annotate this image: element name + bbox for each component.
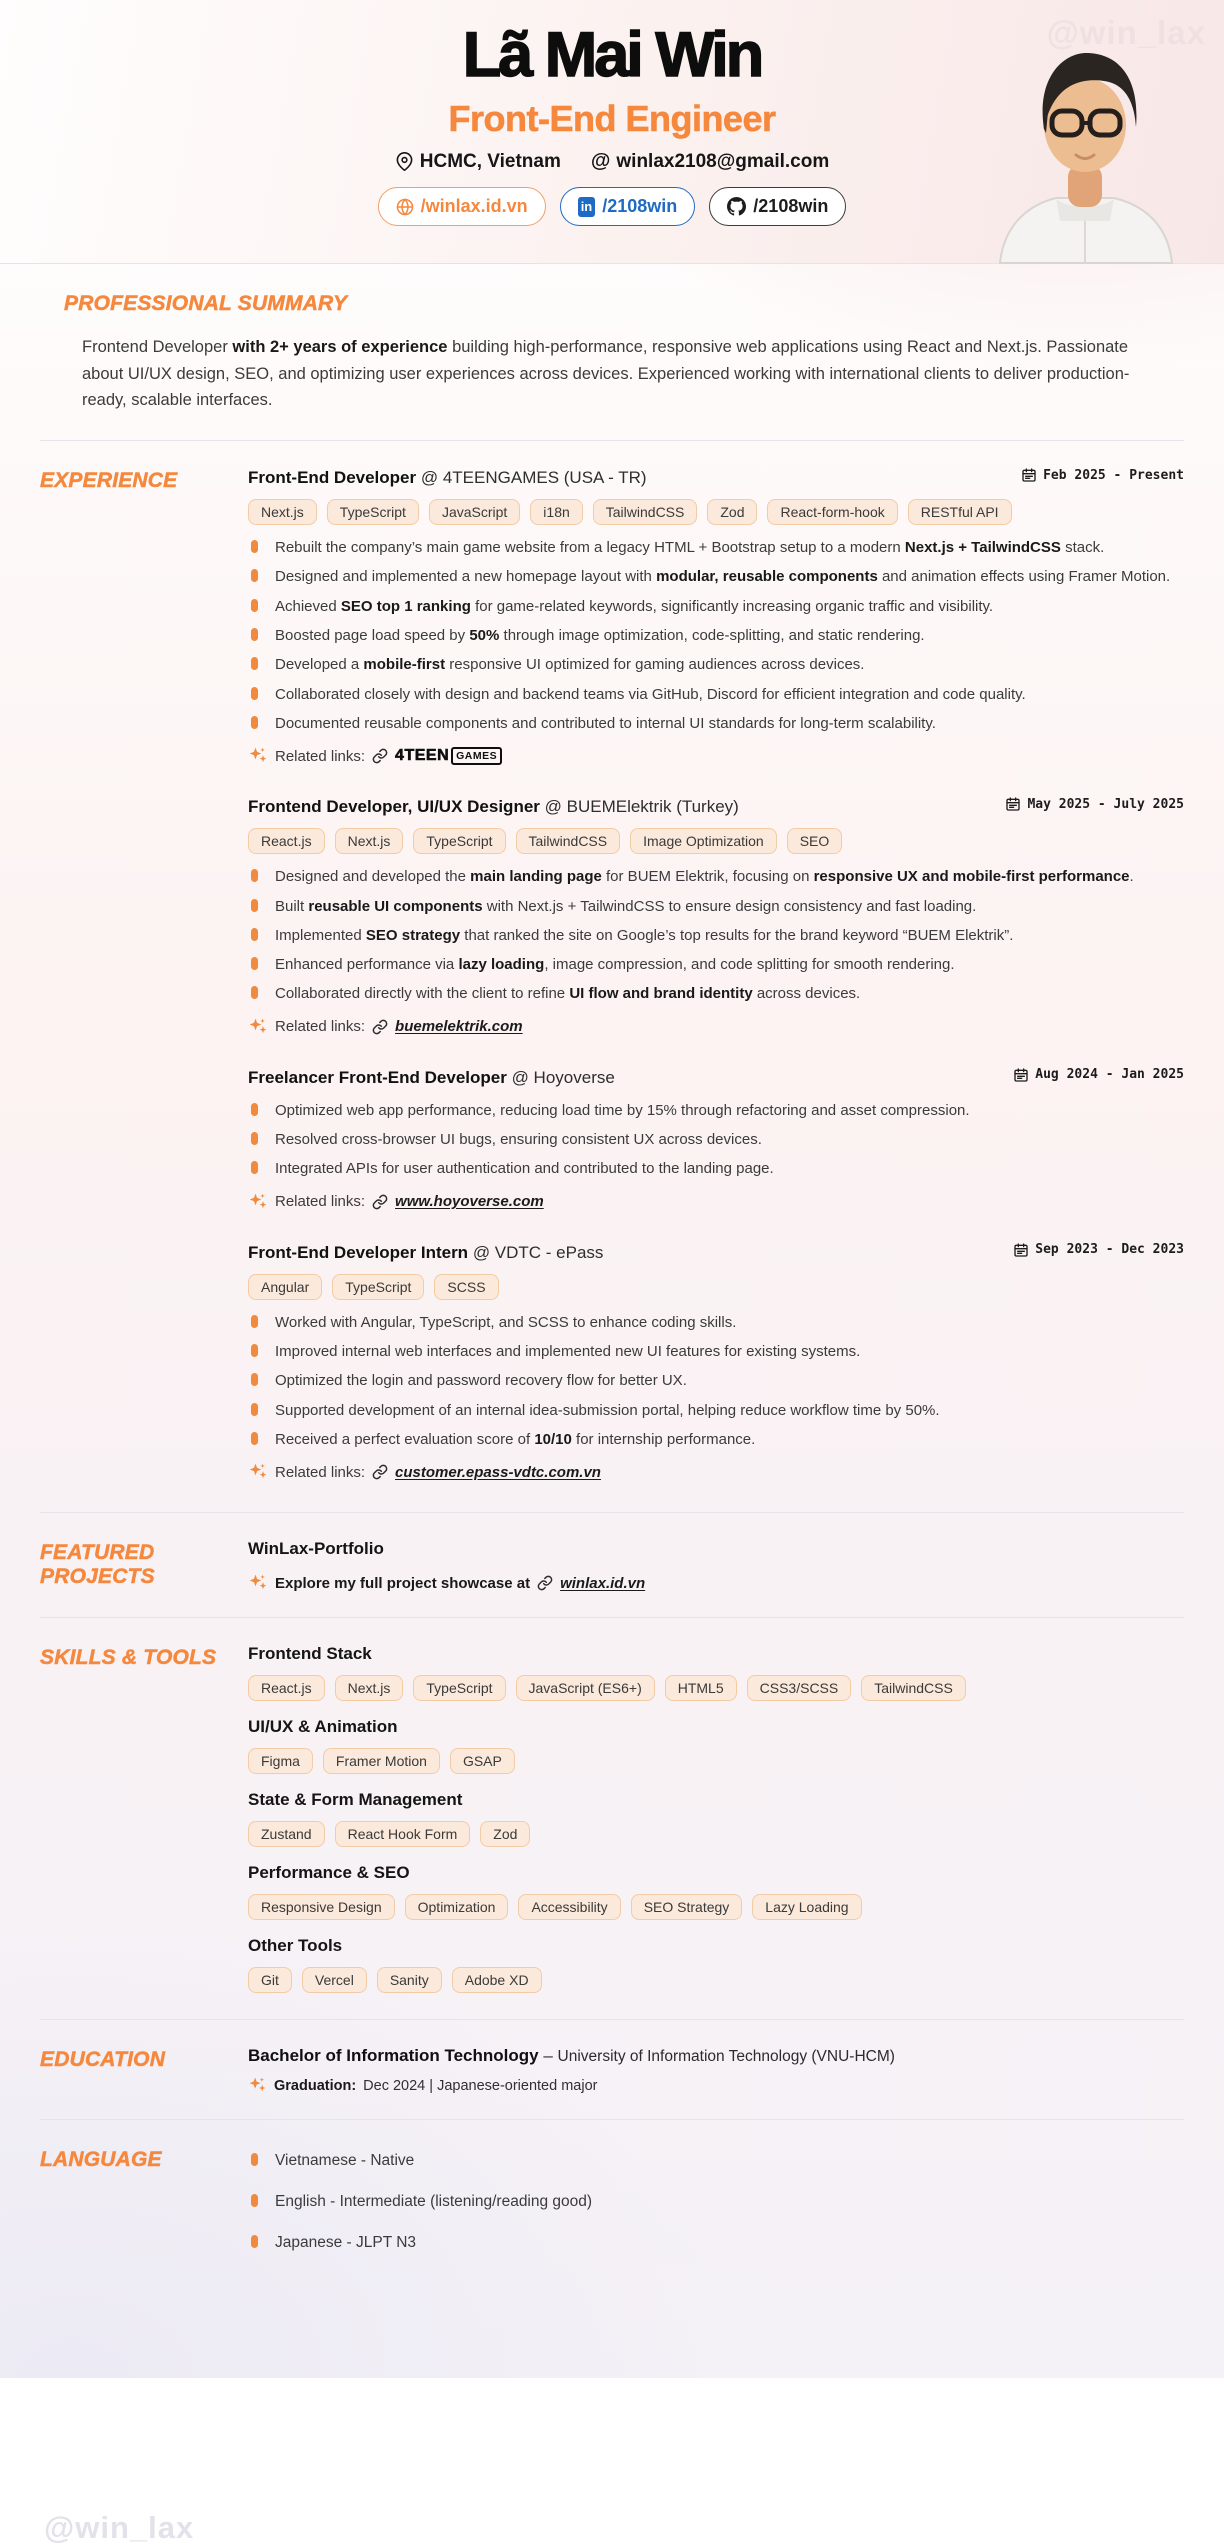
header: [0, 0, 1224, 264]
bullet-item: Integrated APIs for user authentication and contributed to the landing page.: [248, 1158, 1184, 1179]
bullet-item: Designed and developed the main landing page for BUEM Elektrik, focusing on responsive UX and mobile-first performance.: [248, 866, 1184, 887]
tag: TypeScript: [332, 1274, 424, 1300]
location-text: HCMC, Vietnam: [419, 150, 561, 172]
section-featured-projects: [40, 1513, 1184, 1617]
bullet-item: Received a perfect evaluation score of 10/10 for internship performance.: [248, 1429, 1184, 1450]
skill-tags: [248, 1821, 1184, 1847]
job-bullets: [248, 1100, 1184, 1180]
job-title-line: [248, 1068, 615, 1088]
tag: TailwindCSS: [516, 828, 621, 854]
tag: TailwindCSS: [593, 499, 698, 525]
bullet-item: Worked with Angular, TypeScript, and SCSS to enhance coding skills.: [248, 1312, 1184, 1333]
section-education: [40, 2020, 1184, 2119]
graduation-value: Dec 2024 | Japanese-oriented major: [363, 2077, 598, 2094]
related-links-label: Related links:: [275, 1193, 366, 1211]
linkedin-link-label: /2108win: [602, 196, 678, 217]
linkedin-icon: in: [578, 197, 596, 217]
language-item: English - Intermediate (listening/reading good): [248, 2191, 1184, 2213]
bullet-item: Enhanced performance via lazy loading, image compression, and code splitting for smooth rendering.: [248, 954, 1184, 975]
skill-group-title: State & Form Management: [248, 1790, 463, 1810]
project-name: WinLax-Portfolio: [248, 1539, 384, 1559]
related-links-label: Related links:: [275, 1463, 366, 1481]
calendar-icon: [1013, 1242, 1029, 1258]
bullet-item: Collaborated directly with the client to refine UI flow and brand identity across devices.: [248, 983, 1184, 1004]
watermark-bottom: @win_lax: [44, 2510, 195, 2545]
tag: Framer Motion: [323, 1748, 440, 1774]
tag: React.js: [248, 828, 325, 854]
tag: Next.js: [335, 1675, 404, 1701]
related-link[interactable]: www.hoyoverse.com: [395, 1193, 544, 1211]
skill-group-title: Other Tools: [248, 1936, 343, 1956]
job-company: @ Hoyoverse: [511, 1067, 615, 1087]
tag: JavaScript (ES6+): [516, 1675, 655, 1701]
portfolio-link[interactable]: winlax.id.vn: [560, 1574, 646, 1592]
tag: React Hook Form: [335, 1821, 471, 1847]
bullet-item: Collaborated closely with design and backend teams via GitHub, Discord for efficient integration and code quality.: [248, 684, 1184, 705]
bullet-item: Achieved SEO top 1 ranking for game-related keywords, significantly increasing organic traffic and visibility.: [248, 596, 1184, 617]
job-bullets: [248, 866, 1184, 1004]
bullet-item: Resolved cross-browser UI bugs, ensuring consistent UX across devices.: [248, 1129, 1184, 1150]
tag: i18n: [530, 499, 582, 525]
tag: Next.js: [248, 499, 317, 525]
bullet-item: Optimized web app performance, reducing load time by 15% through refactoring and asset compression.: [248, 1100, 1184, 1121]
section-skills: [40, 1618, 1184, 2019]
job-tags: [248, 1274, 1184, 1300]
job-entry: [248, 1067, 1184, 1212]
related-link[interactable]: buemelektrik.com: [395, 1018, 523, 1036]
job-title: Front-End Developer Intern: [248, 1242, 469, 1262]
related-links-row: [248, 746, 1184, 766]
language-heading: LANGUAGE: [40, 2148, 162, 2172]
tag: CSS3/SCSS: [747, 1675, 852, 1701]
at-icon: @: [590, 150, 611, 173]
tag: Vercel: [302, 1967, 367, 1993]
job-company: @ BUEMElektrik (Turkey): [544, 797, 739, 817]
tag: TailwindCSS: [861, 1675, 966, 1701]
tag: TypeScript: [327, 499, 419, 525]
summary-paragraph: Frontend Developer with 2+ years of experience building high-performance, responsive web applications using React and Next.js. Passionate about UI/UX design, SEO, and optimizing user experiences across devices. Experienced working with international clients to deliver production-ready, scalable interfaces.: [82, 338, 1130, 410]
experience-heading: EXPERIENCE: [40, 469, 178, 493]
summary-heading: PROFESSIONAL SUMMARY: [64, 292, 348, 315]
tag: Sanity: [377, 1967, 442, 1993]
tag: Adobe XD: [452, 1967, 542, 1993]
language-item: Japanese - JLPT N3: [248, 2232, 1184, 2254]
graduation-label: Graduation:: [274, 2077, 357, 2094]
github-link-pill[interactable]: [709, 187, 846, 226]
website-link-label: /winlax.id.vn: [420, 196, 528, 217]
job-bullets: [248, 537, 1184, 734]
job-title: Frontend Developer, UI/UX Designer: [248, 797, 540, 817]
job-date: Aug 2024 - Jan 2025: [1013, 1067, 1184, 1083]
job-title-line: [248, 468, 647, 488]
tag: TypeScript: [413, 828, 505, 854]
github-link-label: /2108win: [753, 196, 829, 217]
watermark-top: @win_lax: [1046, 14, 1206, 51]
4teen-logo-text: 4TEEN: [395, 747, 450, 765]
job-entry: [248, 467, 1184, 766]
sparkles-icon: [248, 1462, 268, 1482]
job-tags: [248, 499, 1184, 525]
graduation-line: [248, 2076, 1184, 2095]
related-links-label: Related links:: [275, 747, 366, 765]
education-heading: EDUCATION: [40, 2048, 166, 2072]
link-icon: [372, 1194, 388, 1210]
tag: Zod: [707, 499, 757, 525]
sparkles-icon: [248, 2076, 267, 2095]
job-role-title: Front-End Engineer: [448, 98, 776, 140]
tag: Angular: [248, 1274, 322, 1300]
tag: React.js: [248, 1675, 325, 1701]
link-icon: [372, 1464, 388, 1480]
calendar-icon: [1021, 467, 1037, 483]
bullet-item: Implemented SEO strategy that ranked the site on Google’s top results for the brand keyword “BUEM Elektrik”.: [248, 925, 1184, 946]
tag: Git: [248, 1967, 292, 1993]
skills-heading: SKILLS & TOOLS: [40, 1646, 217, 1670]
location-item: [395, 151, 561, 173]
education-degree-line: [248, 2046, 1184, 2066]
sparkles-icon: [248, 1573, 268, 1593]
bullet-item: Rebuilt the company’s main game website from a legacy HTML + Bootstrap setup to a modern Next.js + TailwindCSS stack.: [248, 537, 1184, 558]
tag: SCSS: [434, 1274, 498, 1300]
github-icon: [727, 197, 746, 216]
bullet-item: Improved internal web interfaces and implemented new UI features for existing systems.: [248, 1341, 1184, 1362]
job-entry: [248, 1242, 1184, 1482]
link-icon: [537, 1575, 553, 1591]
email-item: [591, 150, 829, 173]
tag: JavaScript: [429, 499, 520, 525]
job-title-line: [248, 797, 739, 817]
skill-tags: [248, 1675, 1184, 1701]
section-summary: [40, 264, 1184, 440]
main-content: [0, 264, 1224, 2545]
job-title: Front-End Developer: [248, 468, 417, 488]
language-item: Vietnamese - Native: [248, 2150, 1184, 2172]
link-icon: [372, 748, 388, 764]
tag: Next.js: [335, 828, 404, 854]
tag: Accessibility: [518, 1894, 620, 1920]
bullet-item: Optimized the login and password recovery flow for better UX.: [248, 1370, 1184, 1391]
tag: GSAP: [450, 1748, 515, 1774]
skill-tags: [248, 1748, 1184, 1774]
related-links-label: Related links:: [275, 1018, 366, 1036]
profile-photo: [972, 33, 1198, 263]
bullet-item: Documented reusable components and contributed to internal UI standards for long-term scalability.: [248, 713, 1184, 734]
tag: Zod: [480, 1821, 530, 1847]
related-links-row: [248, 1462, 1184, 1482]
bullet-item: Supported development of an internal idea-submission portal, helping reduce workflow time by 50%.: [248, 1400, 1184, 1421]
job-company: @ 4TEENGAMES (USA - TR): [420, 468, 647, 488]
linkedin-link-pill[interactable]: [560, 187, 696, 226]
tag: Optimization: [405, 1894, 509, 1920]
skill-group-title: Frontend Stack: [248, 1644, 372, 1664]
section-language: [40, 2120, 1184, 2278]
degree-dash: –: [543, 2046, 553, 2066]
calendar-icon: [1005, 796, 1021, 812]
project-showcase-line: [248, 1573, 1184, 1593]
bullet-item: Designed and implemented a new homepage layout with modular, reusable components and animation effects using Framer Motion.: [248, 566, 1184, 587]
tag: HTML5: [665, 1675, 737, 1701]
tag: TypeScript: [413, 1675, 505, 1701]
person-name: Lã Mai Win: [462, 20, 762, 90]
tag: Zustand: [248, 1821, 325, 1847]
section-experience: [40, 441, 1184, 1512]
job-bullets: [248, 1312, 1184, 1450]
email-text: winlax2108@gmail.com: [616, 150, 830, 172]
bullet-item: Developed a mobile-first responsive UI optimized for gaming audiences across devices.: [248, 654, 1184, 675]
sparkles-icon: [248, 1017, 268, 1037]
sparkles-icon: [248, 1192, 268, 1212]
job-title: Freelancer Front-End Developer: [248, 1067, 507, 1087]
tag: Figma: [248, 1748, 313, 1774]
tag: RESTful API: [908, 499, 1012, 525]
tag: React-form-hook: [767, 499, 897, 525]
tag: SEO Strategy: [631, 1894, 743, 1920]
tag: Lazy Loading: [752, 1894, 861, 1920]
tag: SEO: [787, 828, 843, 854]
skill-group-title: Performance & SEO: [248, 1863, 410, 1883]
bullet-item: Built reusable UI components with Next.js + TailwindCSS to ensure design consistency and fast loading.: [248, 896, 1184, 917]
tag: Responsive Design: [248, 1894, 395, 1920]
job-date: May 2025 - July 2025: [1005, 796, 1184, 812]
featured-heading: FEATURED PROJECTS: [40, 1541, 155, 1589]
games-logo-badge: GAMES: [451, 747, 502, 765]
sparkles-icon: [248, 746, 268, 766]
skill-tags: [248, 1967, 1184, 1993]
bullet-item: Boosted page load speed by 50% through image optimization, code-splitting, and static rendering.: [248, 625, 1184, 646]
job-date: Feb 2025 - Present: [1021, 467, 1184, 483]
language-list: [248, 2146, 1184, 2254]
related-links-row: [248, 1192, 1184, 1212]
school-name: University of Information Technology (VNU-HCM): [557, 2048, 895, 2066]
map-pin-icon: [395, 152, 414, 171]
related-links-row: [248, 1017, 1184, 1037]
job-tags: [248, 828, 1184, 854]
job-company: @ VDTC - ePass: [472, 1242, 604, 1262]
globe-icon: [396, 198, 414, 216]
skill-tags: [248, 1894, 1184, 1920]
tag: Image Optimization: [630, 828, 777, 854]
degree-name: Bachelor of Information Technology: [248, 2046, 539, 2066]
skill-group-title: UI/UX & Animation: [248, 1717, 398, 1737]
calendar-icon: [1013, 1067, 1029, 1083]
website-link-pill[interactable]: [378, 187, 546, 226]
job-date: Sep 2023 - Dec 2023: [1013, 1242, 1184, 1258]
4teengames-logo-link[interactable]: [395, 747, 502, 765]
link-icon: [372, 1019, 388, 1035]
job-title-line: [248, 1243, 603, 1263]
related-link[interactable]: customer.epass-vdtc.com.vn: [395, 1463, 601, 1481]
showcase-text: Explore my full project showcase at: [275, 1574, 531, 1592]
job-entry: [248, 796, 1184, 1036]
